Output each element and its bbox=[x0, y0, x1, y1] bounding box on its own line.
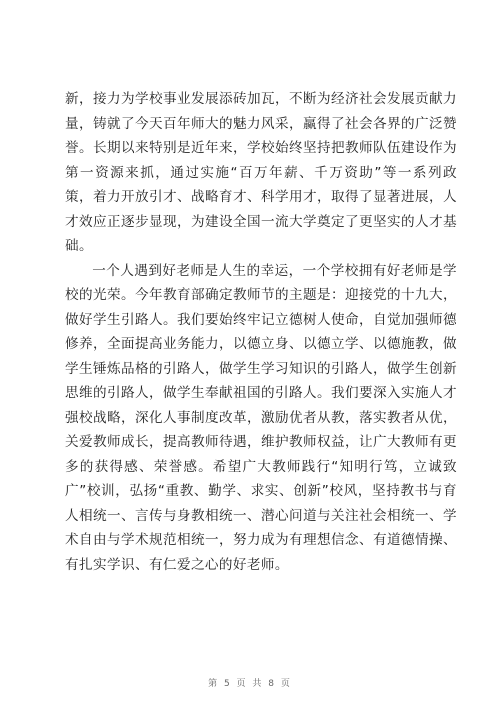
paragraph-2: 一个人遇到好老师是人生的幸运，一个学校拥有好老师是学校的光荣。今年教育部确定教师节的主题是：迎接党的十九大，做好学生引路人。我们要始终牢记立德树人使命，自觉加强师德修养，全面提高业务能力，以德立身、以德立学、以德施教，做学生锤炼品格的引路人，做学生学习知识的引路人，做学生创新思维的引路人，做学生奉献祖国的引路人。我们要深入实施人才强校战略，深化人事制度改革，激励优者从教，落实教者从优，关爱教师成长，提高教师待遇，维护教师权益，让广大教师有更多的获得感、荣誉感。希望广大教师践行“知明行笃，立诚致广”校训，弘扬“重教、勤学、求实、创新”校风，坚持教书与育人相统一、言传与身教相统一、潜心问道与关注社会相统一、学术自由与学术规范相统一，努力成为有理想信念、有道德情操、有扎实学识、有仁爱之心的好老师。 bbox=[65, 262, 457, 573]
document-body bbox=[65, 87, 457, 577]
paragraph-1: 新，接力为学校事业发展添砖加瓦，不断为经济社会发展贡献力量，铸就了今天百年师大的魅力风采，赢得了社会各界的广泛赞誉。长期以来特别是近年来，学校始终坚持把教师队伍建设作为第一资源来抓，通过实施“百万年薪、千万资助”等一系列政策，着力开放引才、战略育才、科学用才，取得了显著进展，人才效应正逐步显现，为建设全国一流大学奠定了更坚实的人才基础。 bbox=[65, 91, 457, 254]
page-footer: 第 5 页 共 8 页 bbox=[208, 679, 292, 689]
